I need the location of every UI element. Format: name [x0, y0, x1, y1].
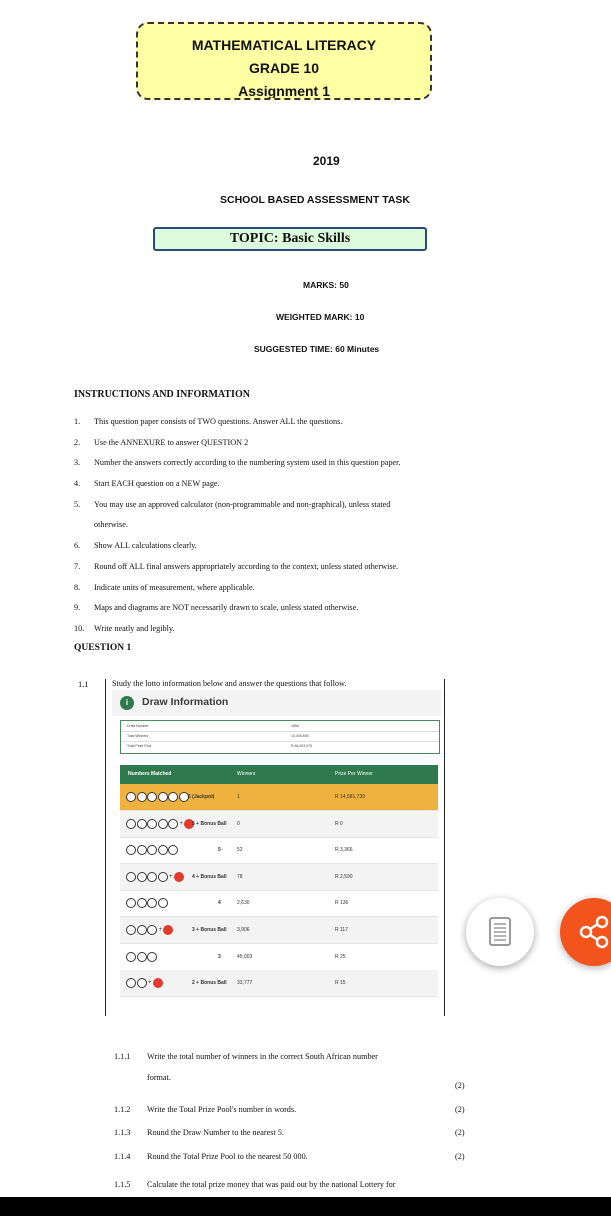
instruction-item — [74, 557, 474, 578]
winners-count: 2,630 — [237, 900, 250, 907]
info-row — [121, 741, 439, 751]
q-num: 1.1.3 — [114, 1128, 131, 1137]
ball-icon — [158, 898, 168, 908]
info-value: R 66,403,979 — [291, 744, 313, 748]
plus-sign: + — [158, 927, 163, 933]
plus-sign: + — [169, 873, 173, 880]
results-row — [120, 864, 438, 891]
item-text: Number the answers correctly according to the numbering system used in this question paper. — [94, 458, 401, 468]
results-row — [120, 917, 438, 944]
instruction-item — [74, 619, 474, 640]
item-num: 4. — [74, 479, 81, 489]
item-text: Start EACH question on a NEW page. — [94, 479, 220, 489]
results-row — [120, 970, 438, 997]
weighted-mark: WEIGHTED MARK: 10 — [276, 312, 365, 322]
q-num: 1.1.5 — [114, 1180, 131, 1189]
plus-sign: + — [148, 980, 152, 987]
info-label: Total Prize Pool — [127, 744, 152, 748]
q-marks: (2) — [455, 1105, 465, 1114]
winners-count: 78 — [237, 873, 243, 880]
draw-info-title: Draw Information — [142, 696, 229, 708]
ball-icon — [126, 898, 136, 908]
info-icon: i — [120, 696, 134, 710]
document-list-icon — [466, 898, 534, 966]
subject-title: MATHEMATICAL LITERACY — [191, 37, 377, 53]
bonus-ball-icon — [174, 872, 184, 882]
instruction-item — [74, 536, 474, 557]
winners-count: 45,003 — [237, 953, 253, 960]
ball-icon — [137, 792, 147, 802]
winners-count: 3,906 — [237, 927, 250, 933]
winners-count: 33,777 — [237, 980, 253, 987]
instructions-heading: INSTRUCTIONS AND INFORMATION — [74, 389, 250, 400]
matched-balls — [126, 898, 168, 908]
ball-icon — [126, 925, 136, 935]
results-row — [120, 890, 438, 917]
ball-icon — [137, 872, 147, 882]
ball-icon — [137, 845, 147, 855]
ball-icon — [126, 952, 136, 962]
table-left-border — [105, 679, 106, 1016]
marks: MARKS: 50 — [303, 280, 349, 290]
match-label: 2 + Bonus Ball — [192, 980, 227, 987]
ball-icon — [168, 792, 178, 802]
match-label: 5 — [218, 847, 221, 854]
match-label: 4 — [218, 900, 221, 907]
q-marks: (2) — [455, 1081, 465, 1090]
ball-icon — [126, 872, 136, 882]
assignment-title: Assignment 1 — [238, 83, 330, 99]
results-row — [120, 944, 438, 971]
instruction-item — [74, 433, 474, 454]
ball-icon — [168, 819, 178, 829]
item-text: You may use an approved calculator (non-programmable and non-graphical), unless stated — [94, 499, 391, 509]
q-num: 1.1.2 — [114, 1105, 131, 1114]
ball-icon — [147, 845, 157, 855]
results-row — [120, 837, 438, 864]
ball-icon — [158, 819, 168, 829]
instruction-item — [74, 495, 474, 516]
prize-per-winner: R 0 — [335, 820, 343, 827]
winners-count: 52 — [237, 847, 243, 854]
share-icon — [560, 898, 611, 966]
suggested-time: SUGGESTED TIME: 60 Minutes — [254, 344, 380, 354]
ball-icon — [168, 845, 178, 855]
match-label: 4 + Bonus Ball — [192, 873, 227, 880]
ball-icon — [126, 845, 136, 855]
match-label: 3 + Bonus Ball — [192, 927, 227, 933]
matched-balls — [126, 792, 189, 802]
prize-per-winner: R 2,590 — [335, 873, 353, 880]
matched-balls — [126, 845, 179, 855]
item-text: Write neatly and legibly. — [94, 623, 175, 633]
q-text: Write the total number of winners in the correct South African number — [147, 1052, 378, 1061]
col-winners: Winners — [237, 771, 256, 777]
match-label: 3 — [218, 953, 221, 960]
question-intro: Study the lotto information below and answer the questions that follow. — [112, 679, 347, 688]
item-text: Maps and diagrams are NOT necessarily drawn to scale, unless stated otherwise. — [94, 603, 359, 613]
ball-icon — [147, 952, 157, 962]
lotto-draw-image — [112, 690, 441, 1016]
ball-icon — [137, 925, 147, 935]
ball-icon — [147, 898, 157, 908]
item-num: 9. — [74, 603, 81, 613]
col-numbers-matched: Numbers Matched — [128, 771, 172, 777]
q-text: Round the Total Prize Pool to the nearest 50 000. — [147, 1152, 308, 1161]
info-label: Draw Number — [127, 724, 149, 728]
ball-icon — [126, 792, 136, 802]
ball-icon — [147, 819, 157, 829]
results-row — [120, 784, 438, 811]
ball-icon — [158, 792, 168, 802]
ball-icon — [126, 978, 136, 988]
ball-icon — [137, 978, 147, 988]
topic-box: TOPIC: Basic Skills — [153, 227, 427, 251]
document-list-button[interactable] — [466, 898, 534, 966]
instruction-item — [74, 474, 474, 495]
bottom-system-bar — [0, 1197, 611, 1216]
item-text: Indicate units of measurement, where applicable. — [94, 582, 255, 592]
prize-per-winner: R 136 — [335, 900, 349, 907]
draw-info-header — [112, 690, 441, 716]
q-text: Round the Draw Number to the nearest 5. — [147, 1128, 284, 1137]
matched-balls — [126, 952, 158, 962]
year: 2019 — [313, 154, 340, 168]
matched-balls — [126, 925, 174, 935]
item-text: This question paper consists of TWO questions. Answer ALL the questions. — [94, 417, 343, 426]
match-label: 5 + Bonus Ball — [192, 820, 227, 827]
task-type: SCHOOL BASED ASSESSMENT TASK — [220, 194, 410, 206]
plus-sign: + — [179, 820, 184, 827]
bonus-ball-icon — [163, 925, 173, 935]
instruction-item — [74, 598, 474, 619]
ball-icon — [137, 952, 147, 962]
matched-balls — [126, 978, 163, 988]
ball-icon — [137, 898, 147, 908]
grade-title: GRADE 10 — [248, 60, 320, 76]
ball-icon — [147, 792, 157, 802]
q-marks: (2) — [455, 1128, 465, 1137]
results-header — [120, 765, 438, 784]
item-text: Show ALL calculations clearly. — [94, 541, 197, 551]
item-text: Round off ALL final answers appropriately according to the context, unless stated otherwise. — [94, 561, 399, 571]
item-num: 1. — [74, 417, 81, 426]
instruction-item — [74, 578, 474, 599]
ball-icon — [126, 819, 136, 829]
prize-per-winner: R 15 — [335, 980, 346, 987]
item-continuation: otherwise. — [94, 520, 128, 530]
col-prize: Prize Per Winner — [335, 771, 373, 777]
q-text: Calculate the total prize money that was paid out by the national Lottery for — [147, 1180, 396, 1189]
share-button[interactable] — [560, 898, 611, 966]
question-1-1-label: 1.1 — [78, 679, 89, 689]
ball-icon — [137, 819, 147, 829]
table-right-border — [444, 679, 445, 1016]
item-num: 6. — [74, 541, 81, 551]
q-num: 1.1.1 — [114, 1052, 131, 1061]
match-label: 6 (Jackpot) — [188, 794, 215, 800]
info-label: Total Winners — [127, 734, 149, 738]
matched-balls — [126, 872, 184, 882]
prize-per-winner: R 117 — [335, 927, 348, 933]
ball-icon — [158, 845, 168, 855]
info-value: 10,445,835 — [291, 734, 309, 738]
q-text-cont: format. — [147, 1073, 171, 1082]
ball-icon — [179, 792, 189, 802]
results-row — [120, 811, 438, 838]
draw-info-table — [120, 720, 440, 754]
q-text: Write the Total Prize Pool's number in words. — [147, 1105, 297, 1114]
item-num: 2. — [74, 437, 81, 447]
bonus-ball-icon — [153, 978, 163, 988]
info-value: 1856 — [291, 724, 299, 728]
winners-count: 1 — [237, 794, 240, 800]
winners-count: 0 — [237, 820, 240, 827]
matched-balls — [126, 819, 195, 829]
instruction-item — [74, 412, 474, 433]
item-num: 10. — [74, 623, 85, 633]
question-1-heading: QUESTION 1 — [74, 643, 132, 653]
prize-per-winner: R 3,366 — [335, 847, 353, 854]
item-num: 3. — [74, 458, 81, 468]
item-num: 7. — [74, 561, 81, 571]
ball-icon — [147, 925, 157, 935]
prize-per-winner: R 25 — [335, 953, 346, 960]
ball-icon — [158, 872, 168, 882]
ball-icon — [147, 872, 157, 882]
item-text: Use the ANNEXURE to answer QUESTION 2 — [94, 437, 249, 447]
instructions-list — [74, 412, 474, 640]
title-banner — [136, 22, 432, 100]
instruction-item — [74, 453, 474, 474]
item-num: 5. — [74, 499, 81, 509]
item-num: 8. — [74, 582, 81, 592]
q-num: 1.1.4 — [114, 1152, 131, 1161]
prize-per-winner: R 14,581,739 — [335, 794, 366, 800]
q-marks: (2) — [455, 1152, 465, 1161]
